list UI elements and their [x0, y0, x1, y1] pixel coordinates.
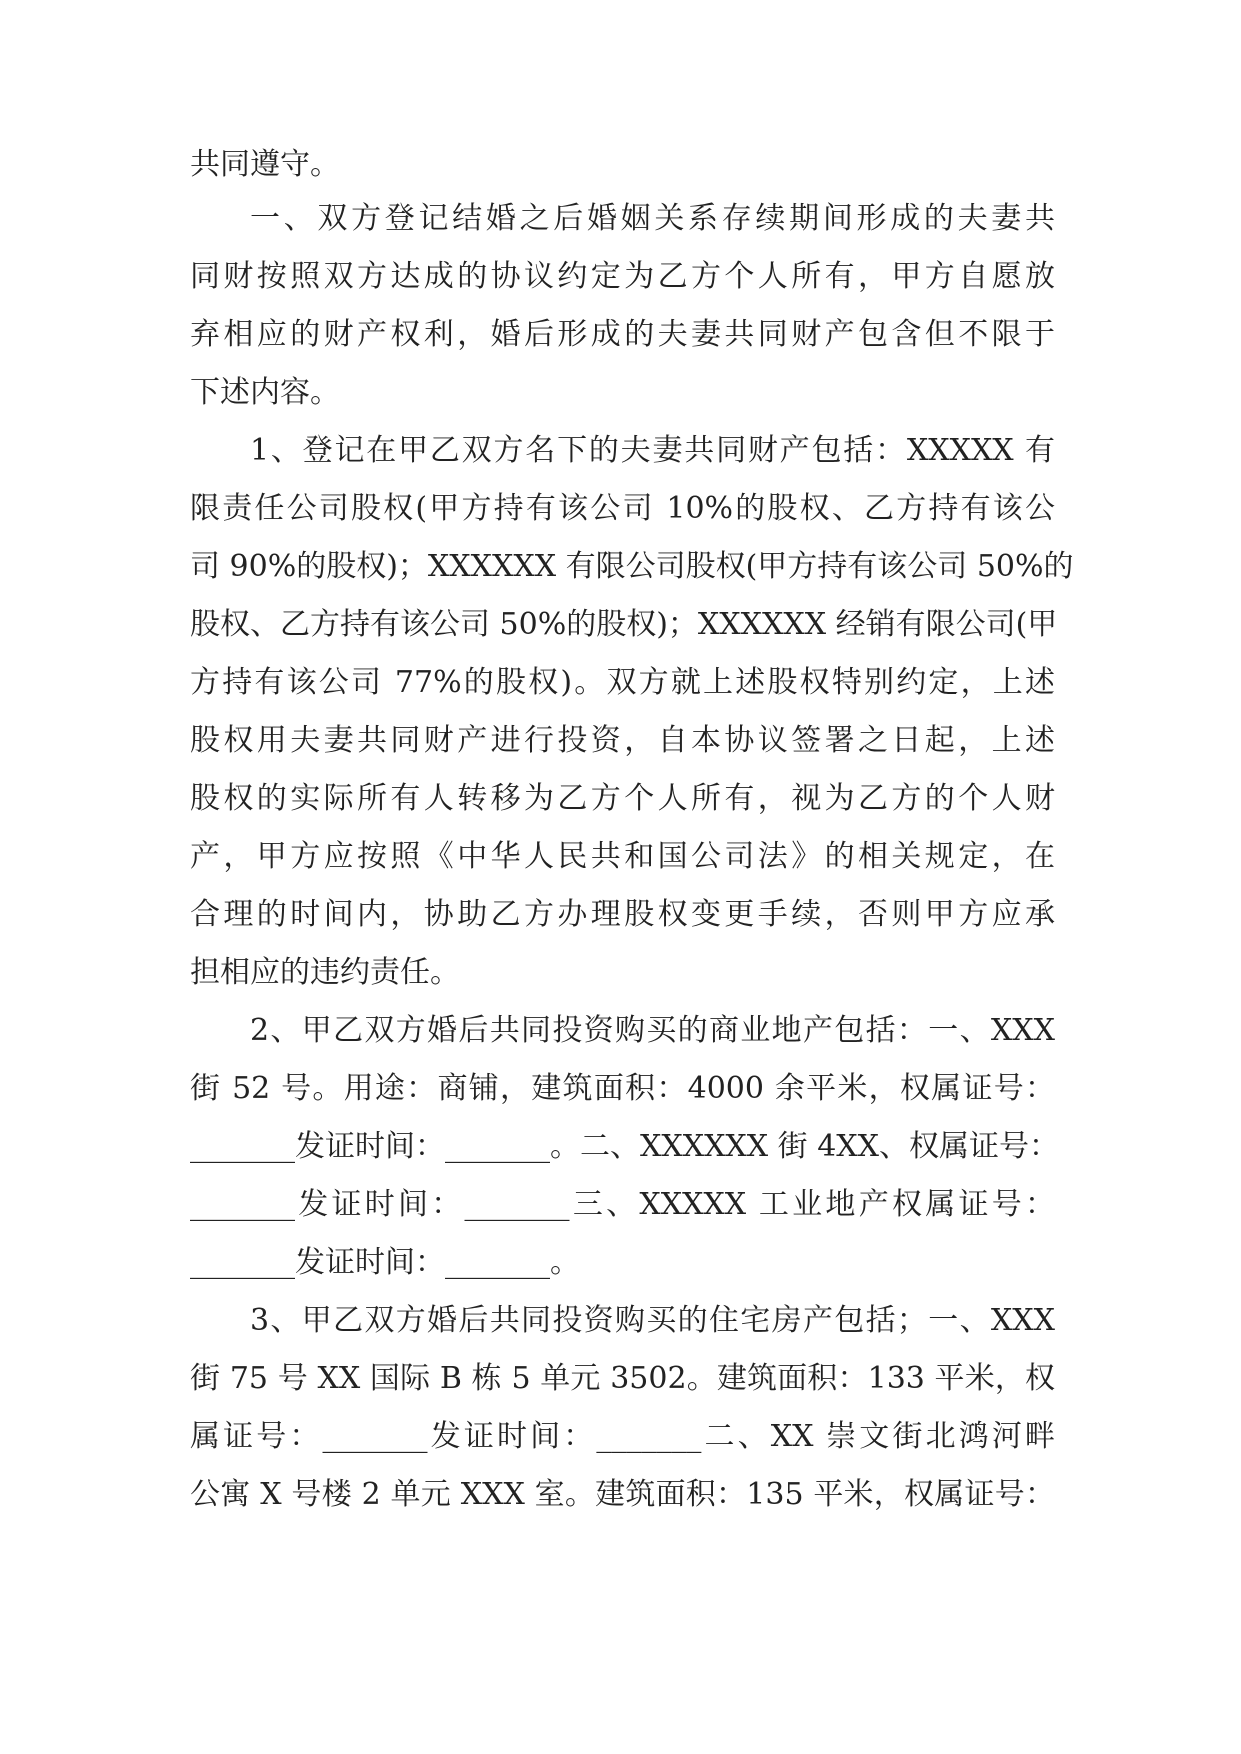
item-1-line: 股权的实际所有人转移为乙方个人所有，视为乙方的个人财: [190, 781, 1055, 816]
item-3-line: 街 75 号 XX 国际 B 栋 5 单元 3502。建筑面积：133 平米，权: [190, 1361, 1055, 1396]
article-1-line: 一、双方登记结婚之后婚姻关系存续期间形成的夫妻共: [250, 201, 1055, 236]
item-2-line: 2、甲乙双方婚后共同投资购买的商业地产包括：一、XXX: [250, 1013, 1055, 1048]
item-1-line: 司 90%的股权)；XXXXXX 有限公司股权(甲方持有该公司 50%的: [190, 549, 1074, 584]
article-1-line: 同财按照双方达成的协议约定为乙方个人所有，甲方自愿放: [190, 259, 1055, 294]
item-1-line: 产，甲方应按照《中华人民共和国公司法》的相关规定，在: [190, 839, 1055, 874]
article-1-line: 下述内容。: [190, 375, 340, 410]
item-2-line: 街 52 号。用途：商铺，建筑面积：4000 余平米，权属证号：: [190, 1071, 1055, 1106]
item-1-line: 1、登记在甲乙双方名下的夫妻共同财产包括：XXXXX 有: [250, 433, 1055, 468]
item-1-line: 限责任公司股权(甲方持有该公司 10%的股权、乙方持有该公: [190, 491, 1055, 526]
item-1-line: 担相应的违约责任。: [190, 955, 460, 990]
item-2-line: _______发证时间：_______三、XXXXX 工业地产权属证号：: [190, 1187, 1055, 1222]
item-3-line: 属证号：_______发证时间：_______二、XX 崇文街北鸿河畔: [190, 1419, 1055, 1454]
item-2-line: _______发证时间：_______。: [190, 1245, 580, 1280]
item-3-line: 3、甲乙双方婚后共同投资购买的住宅房产包括；一、XXX: [250, 1303, 1055, 1338]
item-1-line: 股权用夫妻共同财产进行投资，自本协议签署之日起，上述: [190, 723, 1055, 758]
item-1-line: 合理的时间内，协助乙方办理股权变更手续，否则甲方应承: [190, 897, 1055, 932]
continuation-line: 共同遵守。: [190, 147, 340, 182]
item-2-line: _______发证时间：_______。二、XXXXXX 街 4XX、权属证号：: [190, 1129, 1060, 1164]
article-1-line: 弃相应的财产权利，婚后形成的夫妻共同财产包含但不限于: [190, 317, 1055, 352]
item-1-line: 方持有该公司 77%的股权)。双方就上述股权特别约定，上述: [190, 665, 1055, 700]
item-1-line: 股权、乙方持有该公司 50%的股权)；XXXXXX 经销有限公司(甲: [190, 607, 1058, 642]
item-3-line: 公寓 X 号楼 2 单元 XXX 室。建筑面积：135 平米，权属证号：: [190, 1477, 1055, 1512]
